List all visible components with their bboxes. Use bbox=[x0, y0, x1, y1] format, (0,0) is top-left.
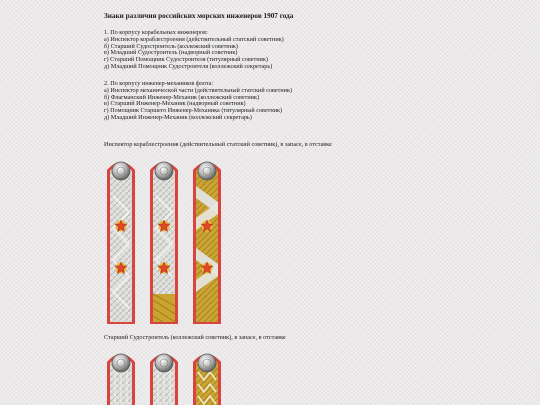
section-heading: 2. По корпусу инженер-механиков флота: bbox=[104, 80, 214, 87]
list-item: в) Младший Судостроитель (надворный советник) bbox=[104, 49, 238, 57]
shoulder-board-reserve-silver bbox=[147, 156, 181, 326]
list-item: д) Младший Помощник Судостроителя (коллежский секретарь) bbox=[104, 62, 273, 70]
list-item: б) Флагманский Инженер-Механик (коллежский советник) bbox=[104, 93, 260, 101]
page-title: Знаки различия российских морских инженеров 1907 года bbox=[104, 12, 294, 20]
shoulder-board-senior-retired bbox=[190, 348, 224, 405]
shoulder-board-senior-reserve bbox=[147, 348, 181, 405]
list-item: г) Помощник Старшего Инженер-Механика (титулярный советник) bbox=[104, 107, 283, 115]
list-item: в) Старший Инженер-Механик (надворный советник) bbox=[104, 100, 246, 108]
section-mechanics bbox=[104, 81, 292, 122]
shoulder-board-active-silver bbox=[104, 156, 138, 326]
list-item: б) Старший Судостроитель (коллежский советник) bbox=[104, 42, 238, 50]
list-item: а) Инспектор механической части (действительный статский советник) bbox=[104, 86, 293, 94]
caption-first: Инспектор кораблестроения (действительный статский советник), в запасе, в отставке bbox=[104, 141, 332, 148]
section-heading: 1. По корпусу корабельных инженеров: bbox=[104, 29, 208, 36]
list-item: д) Младший Инженер-Механик (коллежский секретарь) bbox=[104, 113, 252, 121]
list-item: г) Старший Помощник Судостроителя (титулярный советник) bbox=[104, 56, 268, 64]
shoulder-board-retired-gold bbox=[190, 156, 224, 326]
caption-second: Старший Судостроитель (коллежский советник), в запасе, в отставке bbox=[104, 334, 286, 341]
list-item: а) Инспектор кораблестроения (действительный статский советник) bbox=[104, 35, 284, 43]
shoulder-board-senior-active bbox=[104, 348, 138, 405]
section-shipbuilders bbox=[104, 30, 284, 71]
